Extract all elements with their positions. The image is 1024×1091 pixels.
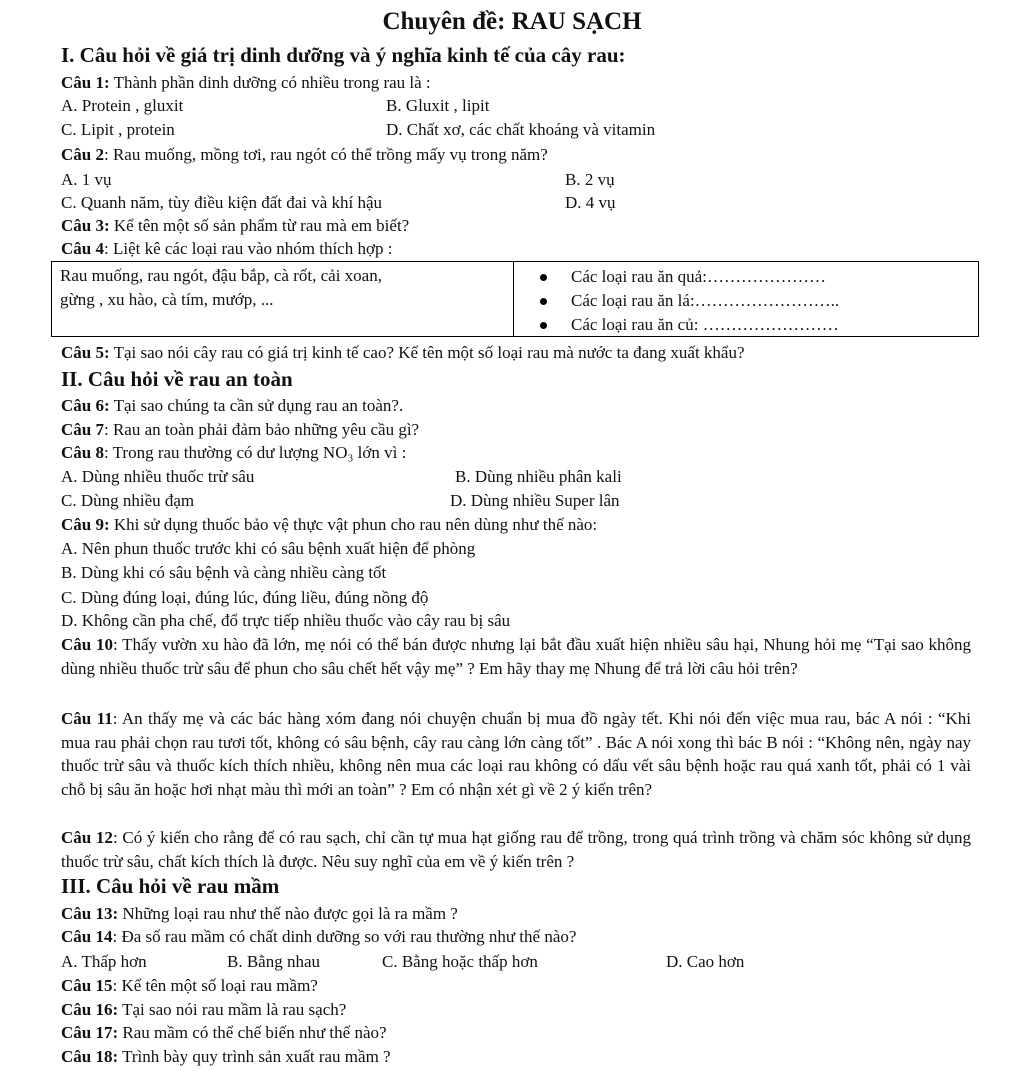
question-2: Câu 2: Rau muống, mồng tơi, rau ngót có thể trồng mấy vụ trong năm? xyxy=(61,145,548,164)
q14-option-c: C. Bằng hoặc thấp hơn xyxy=(382,952,538,971)
question-12: Câu 12: Có ý kiến cho rằng để có rau sạch, chỉ cần tự mua hạt giống rau để trồng, trong quá trình trồng và chăm sóc không sử dụng thuốc trừ sâu, chất kích thích là được. Nêu suy nghĩ của em về ý kiến trên ? xyxy=(61,828,971,871)
q8-option-b: B. Dùng nhiều phân kali xyxy=(455,467,622,486)
question-10: Câu 10: Thấy vườn xu hào đã lớn, mẹ nói có thể bán được nhưng lại bắt đầu xuất hiện nhiều sâu hại, Nhung hỏi mẹ “Tại sao không dùng nhiều thuốc trừ sâu để phun cho sâu chết hết vậy mẹ” ? Em hãy thay mẹ Nhung để trả lời câu hỏi trên? xyxy=(61,635,971,678)
question-1: Câu 1: Thành phần dinh dưỡng có nhiều trong rau là : xyxy=(61,73,431,92)
question-15: Câu 15: Kể tên một số loại rau mầm? xyxy=(61,976,318,995)
category-root: Các loại rau ăn củ: …………………… xyxy=(540,313,978,337)
question-6: Câu 6: Tại sao chúng ta cần sử dụng rau an toàn?. xyxy=(61,396,404,415)
question-9: Câu 9: Khi sử dụng thuốc bảo vệ thực vật phun cho rau nên dùng như thế nào: xyxy=(61,515,598,534)
q4-vegetable-list: Rau muống, rau ngót, đậu bắp, cà rốt, cải xoan, gừng , xu hào, cà tím, mướp, ... xyxy=(52,262,514,336)
q1-option-b: B. Gluxit , lipit xyxy=(386,96,490,115)
category-leaf: Các loại rau ăn lá:…………………….. xyxy=(540,289,978,313)
question-4: Câu 4: Liệt kê các loại rau vào nhóm thích hợp : xyxy=(61,239,393,258)
q1-option-d: D. Chất xơ, các chất khoáng và vitamin xyxy=(386,120,656,139)
q14-option-d: D. Cao hơn xyxy=(666,952,745,971)
section-heading-3: III. Câu hỏi về rau mầm xyxy=(61,874,280,898)
q2-option-d: D. 4 vụ xyxy=(565,193,616,212)
question-11: Câu 11: An thấy mẹ và các bác hàng xóm đang nói chuyện chuẩn bị mua đồ ngày tết. Khi nói đến việc mua rau, bác A nói : “Khi mua rau phải chọn rau tươi tốt, không có sâu bệnh, cây rau càng lớn càng tốt” . Bác A nói xong thì bác B nói : “Không nên, ngày nay thuốc trừ sâu và thuốc kích thích nhiều, không nên mua các loại rau không có dấu vết sâu bệnh hoặc rau quá xanh tốt, phải có 1 vài chỗ bị sâu ăn hoặc hơi nhạt màu thì mới an toàn” ? Em có nhận xét gì về 2 ý kiến trên? xyxy=(61,709,971,799)
bullet-icon xyxy=(540,322,547,329)
question-14: Câu 14: Đa số rau mầm có chất dinh dưỡng so với rau thường như thế nào? xyxy=(61,927,577,946)
q2-option-b: B. 2 vụ xyxy=(565,170,615,189)
q9-option-d: D. Không cần pha chế, đổ trực tiếp nhiều thuốc vào cây rau bị sâu xyxy=(61,611,511,630)
q8-option-a: A. Dùng nhiều thuốc trừ sâu xyxy=(61,467,255,486)
category-fruit: Các loại rau ăn quả:………………… xyxy=(540,265,978,289)
q4-grouping-table xyxy=(51,261,979,337)
question-3: Câu 3: Kể tên một số sản phẩm từ rau mà em biết? xyxy=(61,216,410,235)
q9-option-c: C. Dùng đúng loại, đúng lúc, đúng liều, đúng nồng độ xyxy=(61,588,429,607)
q9-option-b: B. Dùng khi có sâu bệnh và càng nhiều càng tốt xyxy=(61,563,387,582)
section-heading-1: I. Câu hỏi về giá trị dinh dưỡng và ý nghĩa kinh tế của cây rau: xyxy=(61,43,626,67)
question-13: Câu 13: Những loại rau như thế nào được gọi là ra mầm ? xyxy=(61,904,458,923)
q14-option-a: A. Thấp hơn xyxy=(61,952,147,971)
question-18: Câu 18: Trình bày quy trình sản xuất rau mầm ? xyxy=(61,1047,391,1066)
q14-option-b: B. Bằng nhau xyxy=(227,952,321,971)
question-7: Câu 7: Rau an toàn phải đảm bảo những yêu cầu gì? xyxy=(61,420,420,439)
question-17: Câu 17: Rau mầm có thể chế biến như thế nào? xyxy=(61,1023,387,1042)
question-5: Câu 5: Tại sao nói cây rau có giá trị kinh tế cao? Kể tên một số loại rau mà nước ta đang xuất khẩu? xyxy=(61,343,745,362)
q8-option-c: C. Dùng nhiều đạm xyxy=(61,491,195,510)
q1-option-c: C. Lipit , protein xyxy=(61,120,175,139)
bullet-icon xyxy=(540,274,547,281)
question-16: Câu 16: Tại sao nói rau mầm là rau sạch? xyxy=(61,1000,347,1019)
q2-option-a: A. 1 vụ xyxy=(61,170,112,189)
q1-option-a: A. Protein , gluxit xyxy=(61,96,184,115)
page-title: Chuyên đề: RAU SẠCH xyxy=(382,8,642,35)
q2-option-c: C. Quanh năm, tùy điều kiện đất đai và khí hậu xyxy=(61,193,383,212)
question-8: Câu 8: Trong rau thường có dư lượng NO₃ lớn vì : xyxy=(61,443,407,462)
q8-option-d: D. Dùng nhiều Super lân xyxy=(450,491,620,510)
bullet-icon xyxy=(540,298,547,305)
q4-category-list xyxy=(514,262,978,336)
q9-option-a: A. Nên phun thuốc trước khi có sâu bệnh xuất hiện để phòng xyxy=(61,539,476,558)
section-heading-2: II. Câu hỏi về rau an toàn xyxy=(61,367,293,391)
